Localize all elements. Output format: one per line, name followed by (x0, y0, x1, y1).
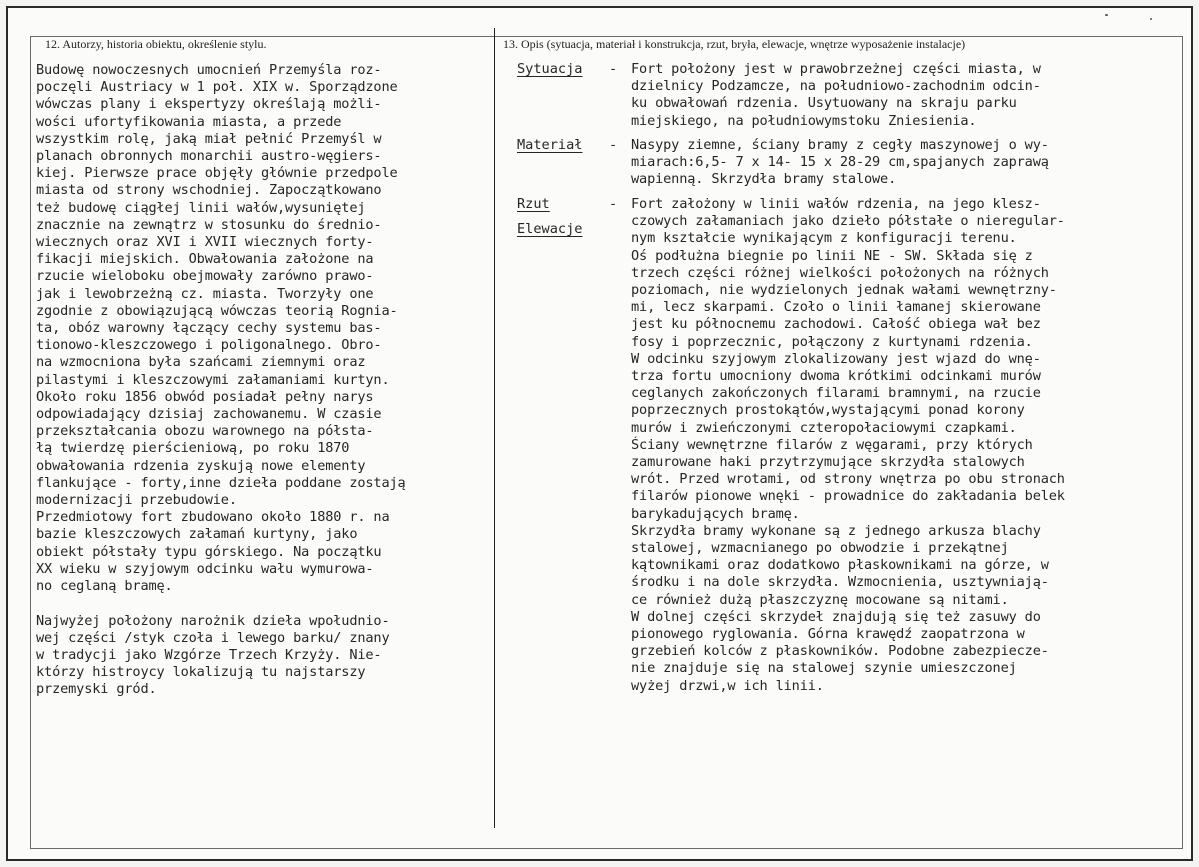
section-label-rzut: Rzut (517, 196, 550, 212)
section-text-material: Nasypy ziemne, ściany bramy z cegły maszynowej o wy- miarach:6,5- 7 x 14- 15 x 28-29 cm,spajanych zaprawą wapienną. Skrzydła bramy stalowe. (631, 137, 1049, 188)
section-label-material: Materiał (517, 137, 583, 153)
section-dash: - (609, 196, 618, 212)
section-label-elewacje: Elewacje (517, 221, 583, 237)
left-column-header: 12. Autorzy, historia obiektu, określenie stylu. (45, 37, 267, 51)
history-text: Budowę nowoczesnych umocnień Przemyśla roz- poczęli Austriacy w 1 poł. XIX w. Sporządzone wówczas plany i ekspertyzy określają możli- wości ufortyfikowania miasta, a przede wszystkim rolę, jaką miał pełnić Przemyśl w planach obronnych monarchii austro-węgiers- kiej. Pierwsze prace objęły głównie przedpole miasta od strony wschodniej. Zapoczątkowano też budowę ciągłej linii wałów,wysuniętej znacznie na zewnątrz w stosunku do średnio- wiecznych oraz XVI i XVII wiecznych forty- fikacji miejskich. Obwałowania założone na rzucie wieloboku obejmowały zarówno prawo- jak i lewobrzeżną cz. miasta. Tworzyły one zgodnie z obowiązującą wówczas teorią Rognia- ta, obóz warowny łączący cechy systemu bas- tionowo-kleszczowego i poligonalnego. Obro- na wzmocniona była szańcami ziemnymi oraz pilastymi i kleszczowymi załamaniami kurtyn. Około roku 1856 obwód posiadał pełny narys odpowiadający dzisiaj zachowanemu. W czasie przekształcania obozu warownego na półsta- łą twierdzę pierścieniową, po roku 1870 obwałowania rdzenia zyskują nowe elementy flankujące - forty,inne dzieła poddane zostają modernizacji przebudowie. Przedmiotowy fort zbudowano około 1880 r. na bazie kleszczowych załamań kurtyny, jako obiekt półstały typu górskiego. Na początku XX wieku w szyjowym odcinku wału wymurowa- no ceglaną bramę. Najwyżej położony narożnik dzieła wpołudnio- wej części /styk czoła i lewego barku/ znany w tradycji jako Wzgórze Trzech Krzyży. Nie- którzy histroycy lokalizują tu najstarszy przemyski gród. (36, 62, 406, 698)
scan-speck (1150, 18, 1152, 20)
section-dash: - (609, 137, 618, 153)
section-label-sytuacja: Sytuacja (517, 61, 583, 77)
section-text-sytuacja: Fort położony jest w prawobrzeżnej części miasta, w dzielnicy Podzamcze, na południowo-zachodnim odcin- ku obwałowań rdzenia. Usytuowany na skraju parku miejskiego, na południowymstoku Zniesienia. (631, 61, 1041, 129)
section-dash: - (609, 61, 618, 77)
section-text-rzut-elewacje: Fort założony w linii wałów rdzenia, na jego klesz- czowych załamaniach jako dzieło półstałe o nieregular- nym kształcie wynikającym z konfiguracji terenu. Oś podłużna biegnie po linii NE - SW. Składa się z trzech części różnej wielkości położonych na różnych poziomach, nie wydzielonych jednak wałami wewnętrzny- mi, lecz skarpami. Czoło o linii łamanej skierowane jest ku północnemu zachodowi. Całość obiega wał bez fosy i poprzecznic, połączony z kurtynami rdzenia. W odcinku szyjowym zlokalizowany jest wjazd do wnę- trza fortu umocniony dwoma krótkimi odcinkami murów ceglanych zakończonych filarami bramnymi, na rzucie poprzecznych prostokątów,wystającymi ponad korony murów i zwieńczonymi czteropołaciowymi czapkami. Ściany wewnętrzne filarów z węgarami, przy których zamurowane haki przytrzymujące skrzydła stalowych wrót. Przed wrotami, od strony wnętrza po obu stronach filarów pionowe wnęki - prowadnice do zakładania belek barykadujących bramę. Skrzydła bramy wykonane są z jednego arkusza blachy stalowej, wzmacnianego po obwodzie i przekątnej kątownikami oraz dodatkowo płaskownikami na górze, w środku i na dole skrzydła. Wzmocnienia, usztywniają- ce również dużą płaszczyznę mocowane są nitami. W dolnej części skrzydeł znajdują się też zasuwy do pionowego ryglowania. Górna krawędź zaopatrzona w grzebień kolców z płaskowników. Podobne zabezpiecze- nie znajduje się na stalowej szynie umieszczonej wyżej drzwi,w ich linii. (631, 196, 1065, 694)
right-column-header: 13. Opis (sytuacja, materiał i konstrukcja, rzut, bryła, elewacje, wnętrze wyposażenie instalacje) (503, 37, 966, 51)
scan-speck (1105, 14, 1108, 16)
